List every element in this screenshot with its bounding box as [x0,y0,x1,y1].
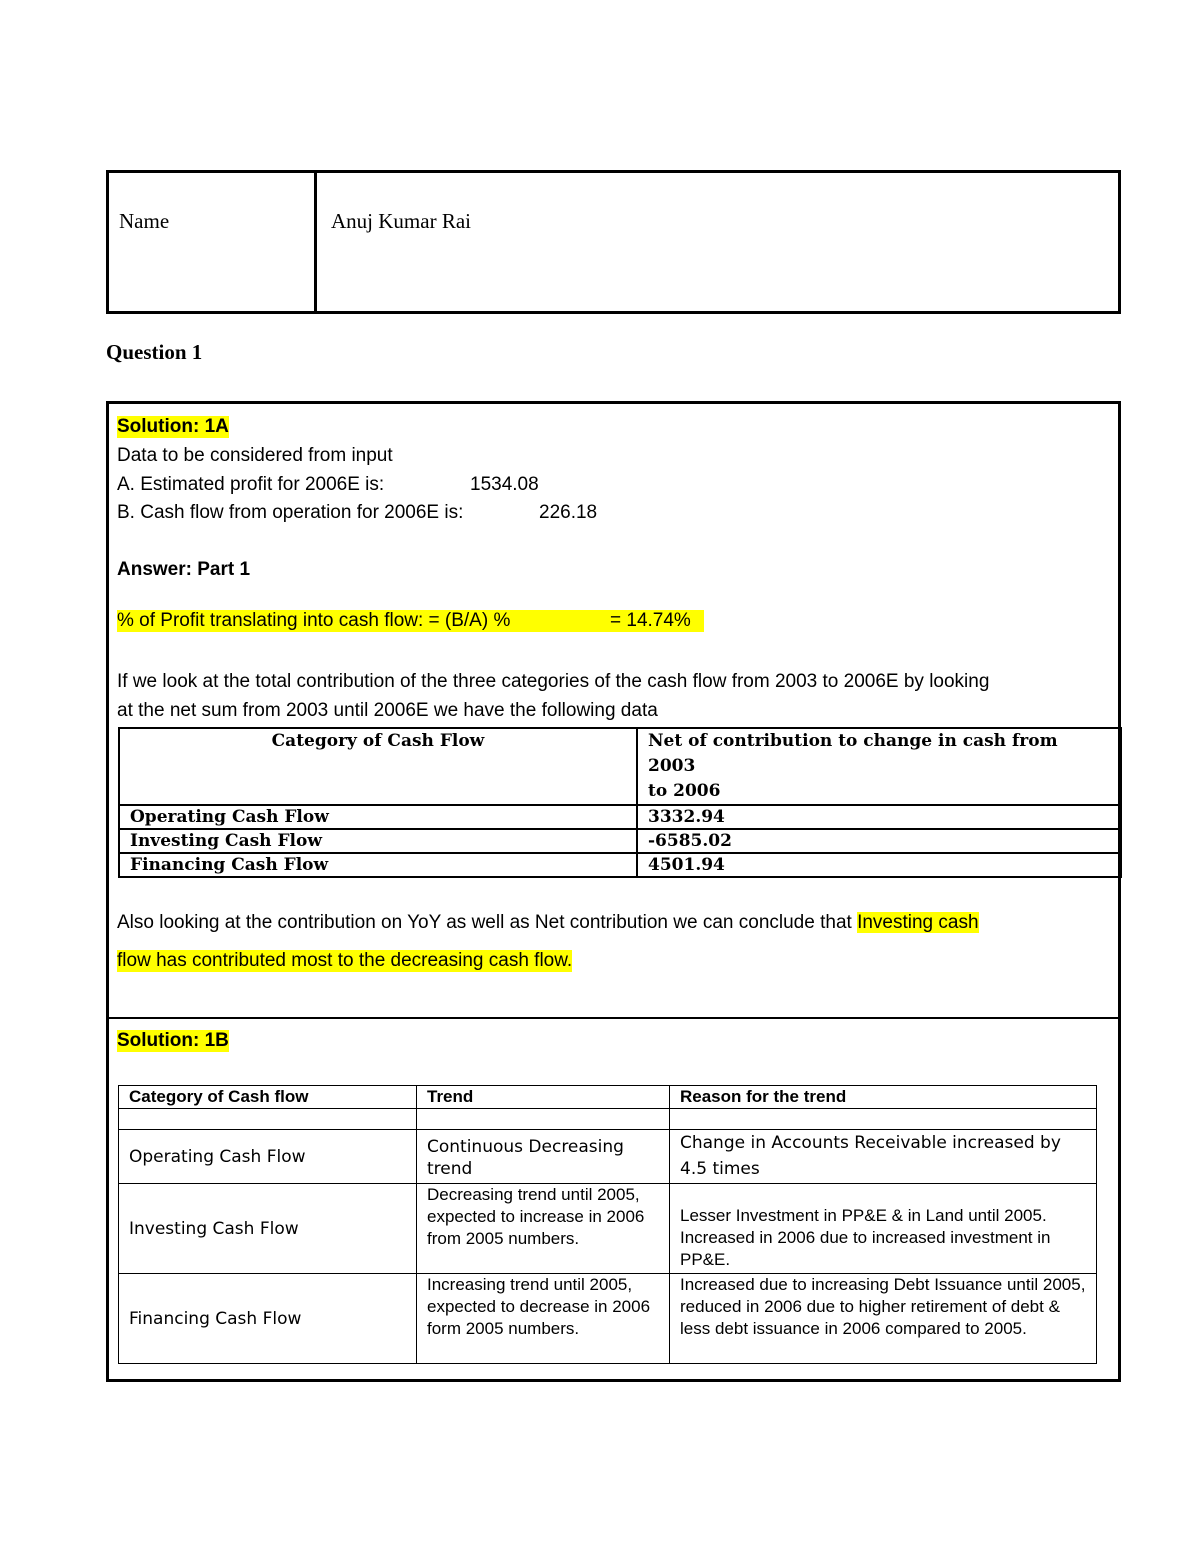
trend-row-reason: Change in Accounts Receivable increased by 4.5 times [670,1130,1097,1184]
trend-row-reason: Lesser Investment in PP&E & in Land until 2005. Increased in 2006 due to increased investment in PP&E. [670,1184,1097,1274]
trend-row-category: Operating Cash Flow [119,1130,417,1184]
table-row [119,829,1121,853]
table-row [119,1184,1097,1274]
solution-divider [106,1017,1121,1019]
name-box-divider [314,173,317,311]
name-box [106,170,1121,314]
conclusion-highlight-2: flow has contributed most to the decreasing cash flow. [117,950,573,971]
item-a-value: 1534.08 [470,474,539,495]
trend-row-reason: Increased due to increasing Debt Issuance until 2005, reduced in 2006 due to higher retirement of debt & less debt issuance in 2006 compared to 2005. [670,1274,1097,1364]
name-label: Name [119,209,170,233]
trend-header-reason: Reason for the trend [670,1086,1097,1109]
net-row-value: -6585.02 [637,829,1121,853]
name-value: Anuj Kumar Rai [331,209,471,233]
net-row-category: Operating Cash Flow [119,805,637,829]
paragraph-line2: at the net sum from 2003 until 2006E we have the following data [117,700,658,721]
trend-table [118,1085,1097,1364]
trend-table-header [119,1086,1097,1109]
table-row [119,1274,1097,1364]
net-row-category: Investing Cash Flow [119,829,637,853]
net-header-category: Category of Cash Flow [119,728,637,805]
trend-row-trend: Increasing trend until 2005, expected to decrease in 2006 form 2005 numbers. [417,1274,670,1364]
answer-title: Answer: Part 1 [117,559,251,580]
trend-header-category: Category of Cash flow [119,1086,417,1109]
table-row [119,1109,1097,1130]
item-b-value: 226.18 [539,502,598,523]
trend-header-trend: Trend [417,1086,670,1109]
trend-row-category: Investing Cash Flow [119,1184,417,1274]
table-row [119,1130,1097,1184]
solution-1a-title: Solution: 1A [117,416,229,437]
net-header-contribution-line2: to 2006 [648,781,721,801]
pct-value: = 14.74% [610,610,691,631]
trend-row-trend: Continuous Decreasing trend [417,1130,670,1184]
net-row-value: 3332.94 [637,805,1121,829]
trend-row-trend: Decreasing trend until 2005, expected to increase in 2006 from 2005 numbers. [417,1184,670,1274]
net-row-category: Financing Cash Flow [119,853,637,877]
question-title: Question 1 [106,340,203,364]
solution-1a-intro: Data to be considered from input [117,445,393,466]
solution-1b-title: Solution: 1B [117,1030,229,1051]
net-header-contribution-line1: Net of contribution to change in cash from 2003 [648,731,1058,776]
conclusion-text [117,912,979,934]
table-row [119,805,1121,829]
item-b-label: B. Cash flow from operation for 2006E is: [117,502,464,523]
trend-row-category: Financing Cash Flow [119,1274,417,1364]
table-row [119,853,1121,877]
net-contribution-table [118,727,1122,878]
pct-label: % of Profit translating into cash flow: = (B/A) % [117,610,511,631]
conclusion-plain: Also looking at the contribution on YoY as well as Net contribution we can conclude that [117,912,858,933]
item-a-label: A. Estimated profit for 2006E is: [117,474,385,495]
net-header-contribution [637,728,1121,805]
paragraph-line1: If we look at the total contribution of the three categories of the cash flow from 2003 to 2006E by looking [117,671,990,692]
net-row-value: 4501.94 [637,853,1121,877]
net-table-header [119,728,1121,805]
pct-highlight [117,610,704,632]
conclusion-highlight-1: Investing cash [857,912,979,933]
